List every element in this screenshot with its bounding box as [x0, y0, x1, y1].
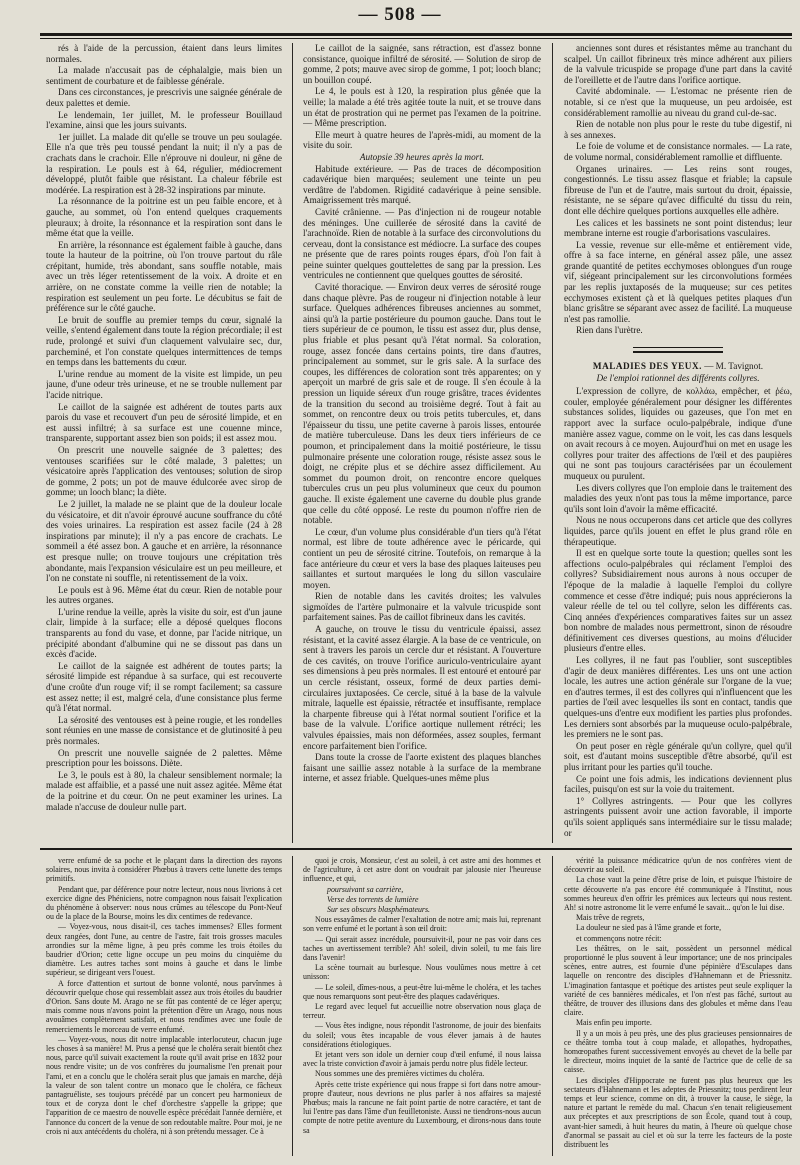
paragraph: Le foie de volume et de consistance normales. — La rate, de volume normal, considérablement ramollie et diffluente. — [564, 141, 792, 162]
feuilleton-column-2 — [303, 856, 541, 1156]
paragraph: Cavité abdominale. — L'estomac ne présente rien de notable, si ce n'est que la muqueuse, un peu ardoisée, est considérablement ramollie au niveau du grand cul-de-sac. — [564, 86, 792, 118]
feuilleton-rule — [40, 848, 792, 850]
paragraph: verre enfumé de sa poche et le plaçant dans la direction des rayons solaires, nous invita à considérer Phœbus à travers cette lunette des temps primitifs. — [46, 856, 282, 884]
section-title: MALADIES DES YEUX. — [592, 361, 702, 372]
paragraph: Dans toute la crosse de l'aorte existent des plaques blanches faisant une saillie assez notable à la surface de la membrane interne, et assez friable. Quelques-unes même plus — [303, 752, 541, 784]
paragraph: Ce point une fois admis, les indications deviennent plus faciles, puisqu'on est sur la voie du traitement. — [564, 773, 792, 795]
paragraph: La vessie, revenue sur elle-même et entièrement vide, offre à sa face interne, en général assez pâle, une assez grande quantité de petites ecchymoses oblongues d'un rouge vif, siégeant principalement sur les circonvolutions formées par les replis juxtaposés de la muqueuse; sur ces petites ecchymoses existent çà et là quelques petites plaques d'un blanc grisâtre se séparant avec assez de facilité. La muqueuse n'est pas ramollie. — [564, 239, 792, 324]
header-rule-thin — [40, 38, 792, 39]
paragraph: L'urine rendue au moment de la visite est limpide, un peu jaune, d'une odeur très urineuse, et ne se trouble nullement par l'acide nitrique. — [46, 368, 282, 400]
column-1 — [46, 43, 282, 841]
paragraph: Il est en quelque sorte toute la question; quelles sont les affections oculo-palpébrales qui réclament l'emploi des collyres? Subsidiairement nous aurons à nous occuper de l'époque de la maladie à laquelle l'emploi du collyre commence et cesse d'être indiqué; puis nous apprécierons la valeur réelle de tel ou tel collyre, selon les différents cas. Cinq années d'expériences comparatives faites sur un assez bon nombre de malades nous permettront, sinon de résoudre définitivement ces diverses questions, au moins d'élucider plusieurs d'entre elles. — [564, 548, 792, 654]
paragraph: Verse des torrents de lumière — [327, 894, 419, 904]
feuilleton-column-3 — [564, 856, 792, 1156]
paragraph: Le pouls est à 96. Même état du cœur. Rien de notable pour les autres organes. — [46, 584, 282, 606]
section-subheading: De l'emploi rationnel des différents collyres. — [596, 372, 760, 383]
paragraph: La malade n'accusait pas de céphalalgie, mais bien un sentiment de courbature et de faiblesse générale. — [46, 65, 282, 86]
paragraph: Elle meurt à quatre heures de l'après-midi, au moment de la visite du soir. — [303, 129, 541, 151]
paragraph: — Voyez-vous, nous disait-il, ces taches immenses? Elles forment deux rangées, dont l'une, au centre de l'astre, fait trois grosses macules arrondies sur la même ligne, à peu près comme les trois étoiles du baudrier d'Orion; cette ligne occupe un peu moins du cinquième du diamètre. Les autres taches sont moins à gauche et dans le limbe supérieur, se dirigeant vers l'ouest. — [46, 922, 282, 978]
paragraph: La douleur ne sied pas à l'âme grande et forte, — [576, 923, 722, 933]
paragraph: Il y a un mois à peu près, une des plus gracieuses pensionnaires de ce théâtre tomba tout à coup malade, et allopathes, hydropathes, homœopathes furent successivement envoyés au chevet de la belle par le directeur, moins inquiet de la santé de l'actrice que de celle de sa caisse. — [564, 1028, 792, 1075]
paragraph: — Le soleil, dîmes-nous, a peut-être lui-même le choléra, et les taches que nous remarquons sont peut-être des plaques cadavériques. — [303, 982, 541, 1001]
paragraph: quoi je crois, Monsieur, c'est au soleil, à cet astre ami des hommes et de l'agriculture, à cet astre dont on voudrait par jalousie nier l'heureuse influence, et qui, — [303, 856, 541, 884]
feuilleton-column-2-part-2 — [303, 915, 541, 1135]
paragraph: Cavité crânienne. — Pas d'injection ni de rougeur notable des méninges. Une cuillerée de sérosité dans la cavité de l'arachnoïde. Rien de notable à la surface des circonvolutions du cerveau, dont la consistance est médiocre. La surface des coupes ne présente que de rares points rouges épars, d'où l'on fait à peine suinter quelques gouttelettes de sang par la pression. Les ventricules ne contiennent que quelques gouttes de sérosité. — [303, 206, 541, 281]
paragraph: Après cette triste expérience qui nous frappe si fort dans notre amour-propre d'auteur, nous devrions ne plus parler à nos affaires sa majesté Phœbus; mais la rancune ne fait point partie de notre caractère, et tant de lui l'entre pas dans l'âme d'un feuilletoniste. Aussi ne tiendrons-nous aucun compte de notre petite aventure du Luxembourg, et dirons-nous dans toute sa — [303, 1079, 541, 1135]
paragraph: Le lendemain, 1er juillet, M. le professeur Bouillaud l'examine, ainsi que les jours suivants. — [46, 109, 282, 131]
column-divider — [552, 856, 553, 1156]
paragraph: Le cœur, d'un volume plus considérable d'un tiers qu'à l'état normal, est libre de toute adhérence avec le péricarde, qui contient un peu de sérosité citrine. Toutefois, on remarque à la face antérieure du cœur et vers la base des plaques laiteuses peu saillantes et surtout marquées le long du sillon vasculaire moyen. — [303, 526, 541, 590]
paragraph: anciennes sont dures et résistantes même au tranchant du scalpel. Un caillot fibrineux très mince adhérent aux piliers de la valvule tricuspide se propage d'une part dans la cavité de l'oreillette et de l'autre dans l'orifice aortique. — [564, 43, 792, 85]
paragraph: poursuivant sa carrière, — [327, 884, 404, 894]
paragraph: rés à l'aide de la percussion, étaient dans leurs limites normales. — [46, 43, 282, 64]
column-divider — [552, 43, 553, 843]
paragraph: Le 4, le pouls est à 120, la respiration plus gênée que la veille; la malade a été très agitée toute la nuit, et se trouve dans un état de prostration qui ne permet pas l'examen de la poitrine. — Même prescription. — [303, 86, 541, 129]
paragraph: A gauche, on trouve le tissu du ventricule épaissi, assez résistant, et la cavité assez élargie. A la base de ce ventricule, on sent à travers les parois un cercle dur et résistant. A l'ouverture de ces cavités, on trouve l'orifice auriculo-ventriculaire ayant ses dimensions à peu près normales. Il est entouré et entouré par un cercle résistant, osseux, formé de deux parties demi-circulaires juxtaposées. Ce cercle, situé à la base de la valvule mitrale, laquelle est épaissie, rétractée et insuffisante, remplace la charpente fibreuse qui à l'état normal soutient l'orifice et la base de la valvule. L'orifice aortique nullement rétréci; les valvules épaissies, mais non déformées, assez souples, fermant encore parfaitement bien l'orifice. — [303, 624, 541, 751]
paragraph: On peut poser en règle générale qu'un collyre, quel qu'il soit, est d'autant moins susceptible d'être absorbé, qu'il est plus irritant pour les parties qu'il touche. — [564, 740, 792, 772]
column-2-part-2 — [303, 164, 541, 784]
paragraph: Mais trêve de regrets, — [576, 913, 645, 923]
section-heading — [564, 361, 792, 372]
paragraph: Cavité thoracique. — Environ deux verres de sérosité rouge dans chaque plèvre. Pas de rougeur ni d'injection notable à leur surface. Quelques adhérences fibreuses anciennes au sommet, ainsi qu'à la partie postérieure du poumon gauche. Dans tout le tiers supérieur de ce poumon, le tissu est assez dur, plus dense, plus friable et plus pesant qu'à l'état normal. Sa coloration, rouge, assez foncée dans certains points, tire dans d'autres, principalement au sommet, sur le gris sale. A la surface des coupes, les différences de coloration sont très apparentes; on y aperçoit un marbré de gris sale et de rouge. Il s'en écoule à la pression un liquide séreux d'un rouge grisâtre, traces évidentes de la transition du second au troisième degré. Tout à fait au sommet, on rencontre deux ou trois petits tubercules, et, dans l'épaisseur du tissu, une petite caverne à parois lisses, entourée de matière tuberculeuse. Dans les deux tiers inférieurs de ce poumon, et principalement dans la moitié postérieure, le tissu pulmonaire présente une coloration rouge, résiste assez sous le doigt, ne crépite plus et se déchire assez difficilement. Au sommet du poumon droit, on rencontre encore quelques tubercules crus un peu plus volumineux que ceux du poumon gauche. Il existe également une caverne du double plus grande que celle du côté opposé. Le reste du poumon n'offre rien de notable. — [303, 282, 541, 526]
paragraph: et commençons notre récit: — [576, 933, 662, 943]
paragraph: Habitude extérieure. — Pas de traces de décomposition cadavérique bien marquées; seulement une teinte un peu verdâtre de l'abdomen. Rigidité cadavérique à peine sensible. Amaigrissement très marqué. — [303, 163, 541, 206]
paragraph: Nous sommes une des premières victimes du choléra. — [315, 1069, 485, 1079]
header-rule — [40, 33, 792, 36]
paragraph: Le 2 juillet, la malade ne se plaint que de la douleur locale du vésicatoire, et dit n'avoir éprouvé aucune souffrance du côté des voies urinaires. La respiration est assez facile (24 à 28 inspirations par minute); il n'y a pas encore de crachats. Le sommeil a été assez bon. A gauche et en arrière, la résonnance est presque nulle; on trouve toujours une crépitation très abondante, mais l'expansion vésiculaire est un peu meilleure, et l'on ne constate ni souffle, ni retentissement de la voix. — [46, 498, 282, 584]
paragraph: Le bruit de souffle au premier temps du cœur, signalé la veille, s'entend également dans toute la région précordiale; il est rude, prolongé et suivi d'un claquement valvulaire sec, dur, parcheminé, et l'on constate quelques intermittences de temps en temps dans les battements du cœur. — [46, 314, 282, 368]
column-3 — [564, 43, 792, 841]
paragraph: On prescrit une nouvelle saignée de 2 palettes. Même prescription pour les boissons. Diète. — [46, 747, 282, 769]
paragraph: 1° Collyres astringents. — Pour que les collyres astringents puissent avoir une action favorable, il importe qu'ils soient appliqués sans intermédiaire sur le tissu malade; or — [564, 795, 792, 838]
feuilleton-column-2-part-1 — [303, 856, 541, 884]
paragraph: Les disciples d'Hippocrate ne furent pas plus heureux que les sectateurs d'Hahnemann et les adeptes de Priessnitz; tous perdirent leur temps et leur science, comme on dit, à trouver la cause, le siège, la nature et partant le remède du mal. Chacun s'en tenait religieusement aux préceptes et aux prescriptions de son École, quand tout à coup, avant-hier samedi, à huit heures du matin, à l'heure où quelque chose d'anormal se passait au ciel et où sur la terre les facteurs de la poste distribuent les — [564, 1075, 792, 1150]
paragraph: Mais enfin peu importe. — [576, 1018, 652, 1028]
paragraph: Rien dans l'urètre. — [576, 325, 643, 336]
paragraph: Pendant que, par déférence pour notre lecteur, nous nous livrions à cet exercice digne des Phéniciens, notre compagnon nous faisait l'explication du phénomène à observer: nous nous crûmes au télescope du Pont-Neuf ou de la place de la Bourse, moins les dix centimes de redevance. — [46, 884, 282, 922]
paragraph: A force d'attention et surtout de bonne volonté, nous parvînmes à découvrir quelque chose qui ressemblait assez aux trois étoiles du baudrier d'Orion. Sans doute M. Arago ne se fût pas contenté de ce léger aperçu; mais comme nous n'avons point la prétention d'être un Arago, nous nous avouâmes complètement satisfait, et nous rendîmes avec une foule de remerciements le morceau de verre enfumé. — [46, 978, 282, 1034]
paragraph: Le caillot de la saignée, sans rétraction, est d'assez bonne consistance, quoique infiltré de sérosité. — Solution de sirop de gomme, 2 pots; mauve avec sirop de gomme, 1 pot; looch blanc; un bouillon coupé. — [303, 43, 541, 85]
paragraph: La résonnance de la poitrine est un peu faible encore, et à gauche, au sommet, où l'on entend quelques craquements pleuraux; à droite, la résonnance et la respiration sont dans le même état que la veille. — [46, 196, 282, 239]
paragraph: Rien de notable non plus pour le reste du tube digestif, ni à ses annexes. — [564, 119, 792, 140]
column-3-part-2 — [564, 386, 792, 838]
column-2 — [303, 43, 541, 841]
page-number: — 508 — — [358, 4, 442, 25]
paragraph: Les calices et les bassinets ne sont point distendus; leur membrane interne est rougie d'arborisations vasculaires. — [564, 217, 792, 239]
paragraph: Organes urinaires. — Les reins sont rouges, congestionnés. Le tissu assez flasque et friable; la capsule fibreuse de l'un et de l'autre, mais surtout du droit, épaissie, résistante, ne se sépare qu'avec difficulté du tissu du rein, dont elle déchire quelques portions auxquelles elle adhère. — [564, 163, 792, 216]
column-3-part-1 — [564, 43, 792, 336]
paragraph: Nous essayâmes de calmer l'exaltation de notre ami; mais lui, reprenant son verre enfumé et le portant à son œil droit: — [303, 915, 541, 934]
paragraph: En arrière, la résonnance est également faible à gauche, dans toute la hauteur de la poitrine, où l'on trouve partout du râle crépitant, humide, très abondant, sans souffle notable, mais avec un très léger retentissement de la voix. A droite et en arrière, on ne constate comme la veille rien de notable; la respiration est seulement un peu forte. Le décubitus se fait de préférence sur le côté gauche. — [46, 239, 282, 314]
paragraph: 1er juillet. La malade dit qu'elle se trouve un peu soulagée. Elle n'a que très peu toussé pendant la nuit; il n'y a pas de crachats dans le crachoir. Elle n'éprouve ni douleur, ni gêne de la respiration. Le pouls est à 64, régulier, médiocrement développé, plutôt faible que résistant. La chaleur fébrile est modérée. La respiration est à 28-32 inspirations par minute. — [46, 131, 282, 195]
paragraph: Les divers collyres que l'on emploie dans le traitement des maladies des yeux n'ont pas tous la même importance, parce qu'ils sont loin d'avoir la même efficacité. — [564, 482, 792, 514]
column-2-part-1 — [303, 43, 541, 151]
feuilleton-column-1 — [46, 856, 282, 1156]
paragraph: Le regard avec lequel fut accueillie notre observation nous glaça de terreur. — [303, 1002, 541, 1021]
paragraph: vérité la puissance médicatrice qu'un de nos confrères vient de découvrir au soleil. — [564, 856, 792, 875]
paragraph: Le 3, le pouls est à 80, la chaleur sensiblement normale; la malade est affaiblie, et a passé une nuit assez agitée. Même état de la poitrine et du cœur. On ne peut examiner les urines. La malade n'accuse de douleur nulle part. — [46, 769, 282, 812]
paragraph: Le caillot de la saignée est adhérent de toutes parts; la sérosité limpide est répandue à sa surface, qui est recouverte d'une croûte d'un rouge vif; il se rompt facilement; sa cassure est assez nette; il est, malgré cela, d'une consistance plus ferme qu'à l'état normal. — [46, 660, 282, 714]
paragraph: La scène tournait au burlesque. Nous voulûmes nous mettre à cet unisson: — [303, 963, 541, 982]
autopsy-heading: Autopsie 39 heures après la mort. — [359, 151, 485, 162]
paragraph: Rien de notable dans les cavités droites; les valvules sigmoïdes de l'artère pulmonaire et la valvule tricuspide sont parfaitement saines. Pas de caillot fibrineux dans les cavités. — [303, 591, 541, 623]
section-author: — M. Tavignot. — [704, 361, 764, 372]
paragraph: On prescrit une nouvelle saignée de 3 palettes; des ventouses scarifiées sur le côté malade, 3 palettes; un vésicatoire après l'application des ventouses; solution de sirop de gomme, 2 pots; un pot de mauve édulcorée avec sirop de gomme; un looch blanc; la diète. — [46, 444, 282, 498]
verse-quote — [303, 885, 541, 915]
paragraph: La chose vaut la peine d'être prise de loin, et puisque l'histoire de cette découverte n'a pas encore été communiquée à l'Institut, nous sommes heureux d'en offrir les prémices aux lecteurs qui nous restent. Ah! si notre astronome lit le verre enfumé le savait... qu'on le lui dise. — [564, 875, 792, 913]
paragraph: L'urine rendue la veille, après la visite du soir, est d'un jaune clair, limpide à la surface; elle a déposé quelques flocons transparents au fond du vase, et donne, par l'acide nitrique, un précipité abondant d'albumine qui ne se dissout pas dans un excès d'acide. — [46, 606, 282, 660]
paragraph: — Vous êtes indigne, nous répondit l'astronome, de jouir des bienfaits du soleil; vous êtes incapable de vous élever jamais à de hautes considérations étiologiques. — [303, 1021, 541, 1049]
section-ornament — [564, 340, 792, 358]
column-divider — [292, 856, 293, 1156]
paragraph: Les collyres, il ne faut pas l'oublier, sont susceptibles d'agir de deux manières différentes. Les uns ont une action locale, les autres une action générale sur l'organe de la vue; en d'autres termes, il est des collyres qui n'influencent que les parties de l'œil avec lesquelles ils sont en contact, tandis que quelques-uns d'entre eux modifient les parties plus profondes. Les derniers sont absorbés par la muqueuse oculo-palpébrale, les premiers ne le sont pas. — [564, 655, 792, 740]
paragraph: Le caillot de la saignée est adhérent de toutes parts aux parois du vase et recouvert d'un peu de sérosité limpide, et en est aussi infiltré; à sa surface est une couenne mince, transparente, supportant assez bien son poids; il est assez mou. — [46, 401, 282, 444]
paragraph: Et jetant vers son idole un dernier coup d'œil enfumé, il nous laissa avec la triste conviction d'avoir à jamais perdu notre plus fidèle lecteur. — [303, 1050, 541, 1069]
paragraph: — Voyez-vous, nous dit notre implacable interlocuteur, chacun juge les choses à sa manière! M. Prus a pensé que le choléra serait bientôt chez nous, parce qu'il suivait exactement la route qu'il avait prise en 1832 pour nous rendre visite; un de vos confrères du journalisme l'en prenait pour l'ami, et en a conclu que le choléra serait plus que jamais en marche, déjà la valeur de son talent contre un monaco que le choléra, ce fâcheux pantagruéliste, ses toujours précédé par un concert peu harmonieux de toux et de coryza dont le chef d'orchestre s'appelle la grippe; que l'apparition de ce maestro de nouvelle espèce précédait l'année dernière, et l'annonce du concert de la venue de son redoutable maître. Pour moi, je ne crois ni aux antécédents du choléra, ni à son prétendu messager. Ce à — [46, 1034, 282, 1136]
paragraph: — Qui serait assez incrédule, poursuivit-il, pour ne pas voir dans ces taches un avertissement terrible? Ah! soleil, divin soleil, tu me fais lire dans l'avenir! — [303, 934, 541, 963]
paragraph: Les théâtres, on le sait, possèdent un personnel médical proportionné le plus souvent à leur importance; une de nos principales scènes, entre autres, est fournie d'une pépinière d'Esculapes dans laquelle on rencontre des disciples d'Hahnemann et de Priessnitz. L'imagination fantasque et poétique des artistes peut seule expliquer la variété de ces bannières médicales, et l'on n'est pas fâché, surtout au théâtre, de trouver des illusions dans des globules et même dans l'eau claire. — [564, 943, 792, 1018]
column-divider — [292, 43, 293, 843]
paragraph: La sérosité des ventouses est à peine rougie, et les rondelles sont réunies en une masse de consistance et de glutinosité à peu près normales. — [46, 714, 282, 746]
paragraph: Nous ne nous occuperons dans cet article que des collyres liquides, parce qu'ils jouent en effet le plus grand rôle en thérapeutique. — [564, 515, 792, 547]
paragraph: L'expression de collyre, de κολλάω, empêcher, et ῥέω, couler, employée généralement pour désigner les différentes substances solides, liquides ou gazeuses, que l'on met en rapport avec la surface oculo-palpébrale, indique d'une manière assez vague, comme on le voit, les cas dans lesquels on avait recours à ce moyen. Aujourd'hui on met en usage les collyres pour traiter des affections de l'œil et des paupières qui ne sont pas toujours caractérisées par un écoulement muqueux ou purulent. — [564, 386, 792, 481]
paragraph: Dans ces circonstances, je prescrivis une saignée générale de deux palettes et demie. — [46, 87, 282, 108]
paragraph: Sur ses obscurs blasphémateurs. — [327, 905, 431, 915]
